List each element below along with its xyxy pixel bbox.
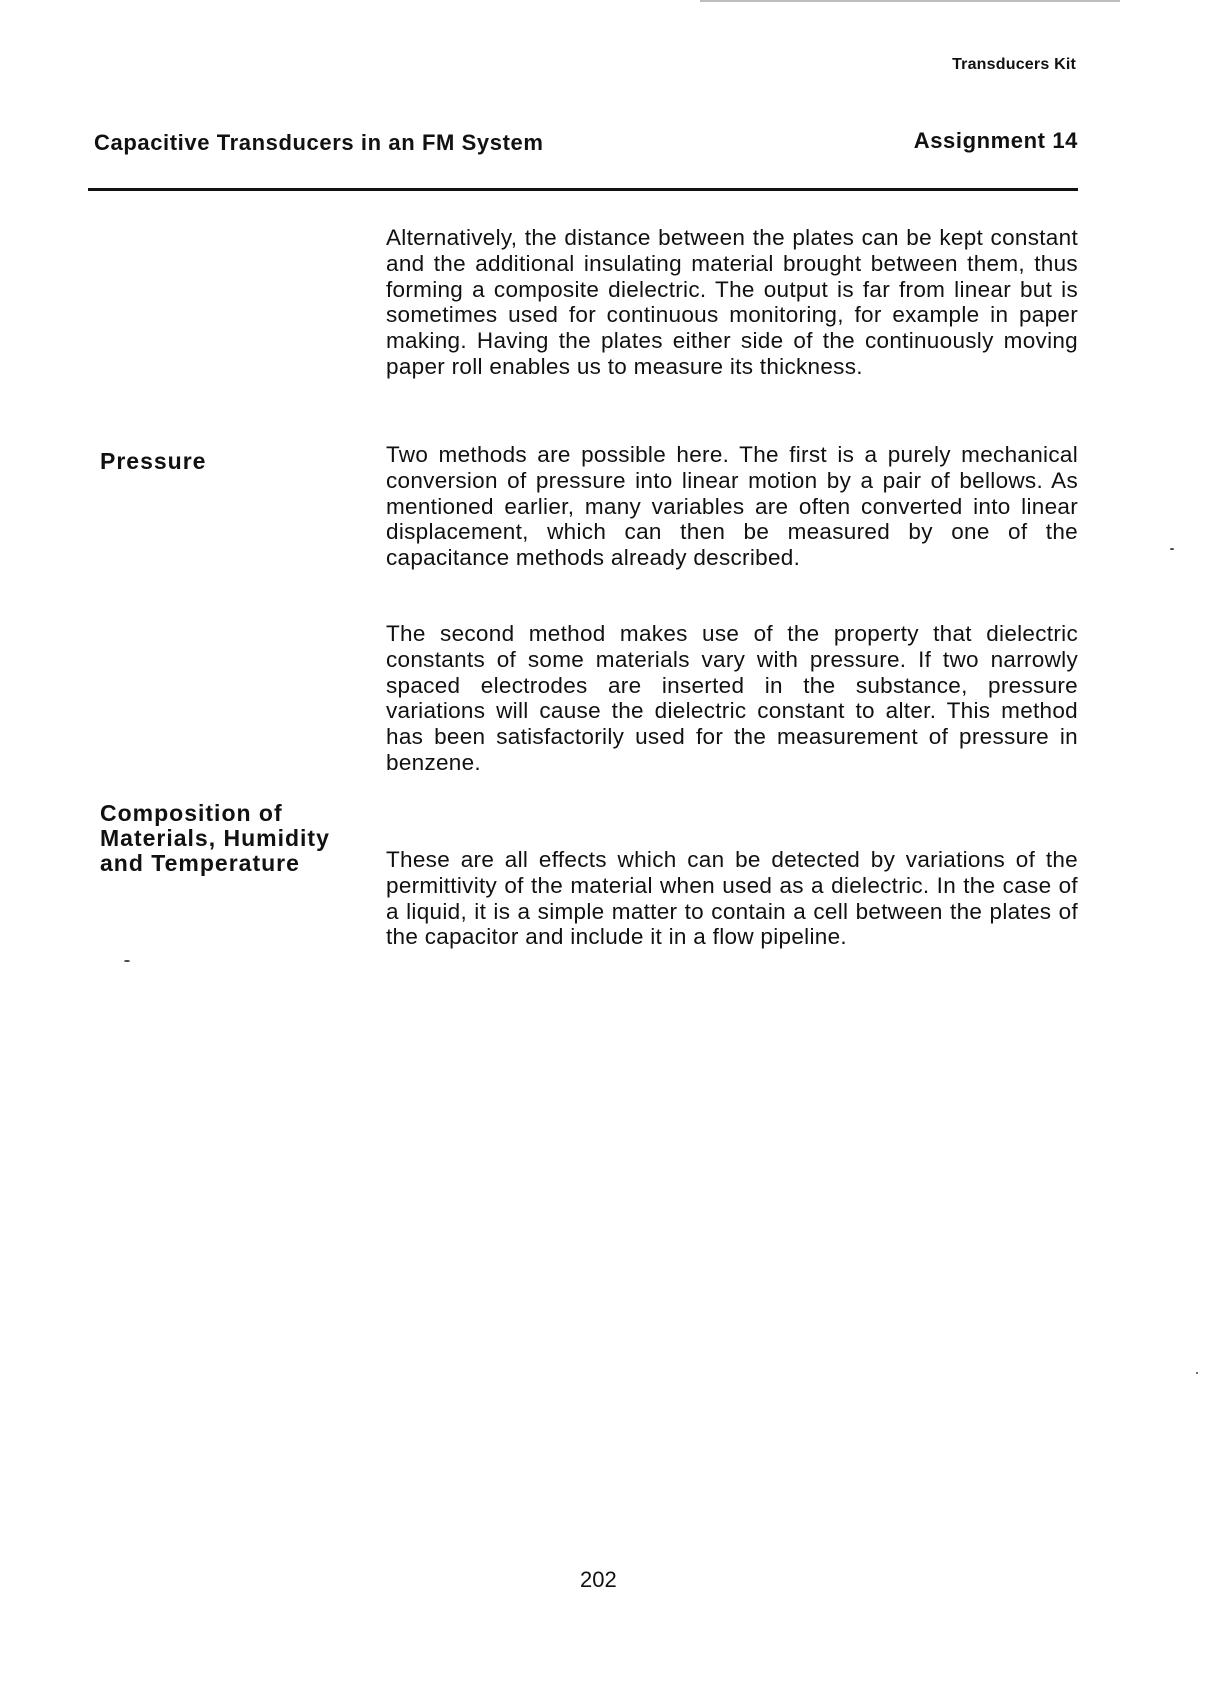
page-number: 202	[580, 1567, 617, 1592]
assignment-label: Assignment 14	[913, 128, 1078, 153]
scan-speck	[124, 960, 130, 962]
pressure-paragraph-2: The second method makes use of the property that dielectric constants of some materials vary with pressure. If two narrowly spaced electrodes are inserted in the substance, pressure variations will cause the dielectric constant to alter. This method has been satisfactorily used for the measurement of pressure in benzene.	[386, 621, 1078, 775]
composition-paragraph: These are all effects which can be detected by variations of the permittivity of the material when used as a dielectric. In the case of a liquid, it is a simple matter to contain a cell between the plates of the capacitor and include it in a flow pipeline.	[386, 847, 1078, 950]
composition-heading-line-1: Composition of	[100, 800, 283, 826]
kit-label: Transducers Kit	[952, 56, 1076, 73]
scan-speck	[1170, 548, 1174, 550]
pressure-paragraph-1: Two methods are possible here. The first is a purely mechanical conversion of pressure into linear motion by a pair of bellows. As mentioned earlier, many variables are often converted into linear displacement, which can then be measured by one of the capacitance methods already described.	[386, 442, 1078, 571]
intro-paragraph: Alternatively, the distance between the plates can be kept constant and the additional insulating material brought between them, thus forming a composite dielectric. The output is far from linear but is sometimes used for continuous monitoring, for example in paper making. Having the plates either side of the continuously moving paper roll enables us to measure its thickness.	[386, 225, 1078, 379]
scan-edge-line	[700, 0, 1120, 2]
pressure-heading: Pressure	[100, 448, 207, 474]
composition-heading	[100, 801, 330, 876]
header-divider	[88, 188, 1078, 191]
scan-speck	[1196, 1372, 1198, 1374]
page-title: Capacitive Transducers in an FM System	[94, 130, 544, 155]
composition-heading-line-3: and Temperature	[100, 850, 300, 876]
composition-heading-line-2: Materials, Humidity	[100, 825, 330, 851]
